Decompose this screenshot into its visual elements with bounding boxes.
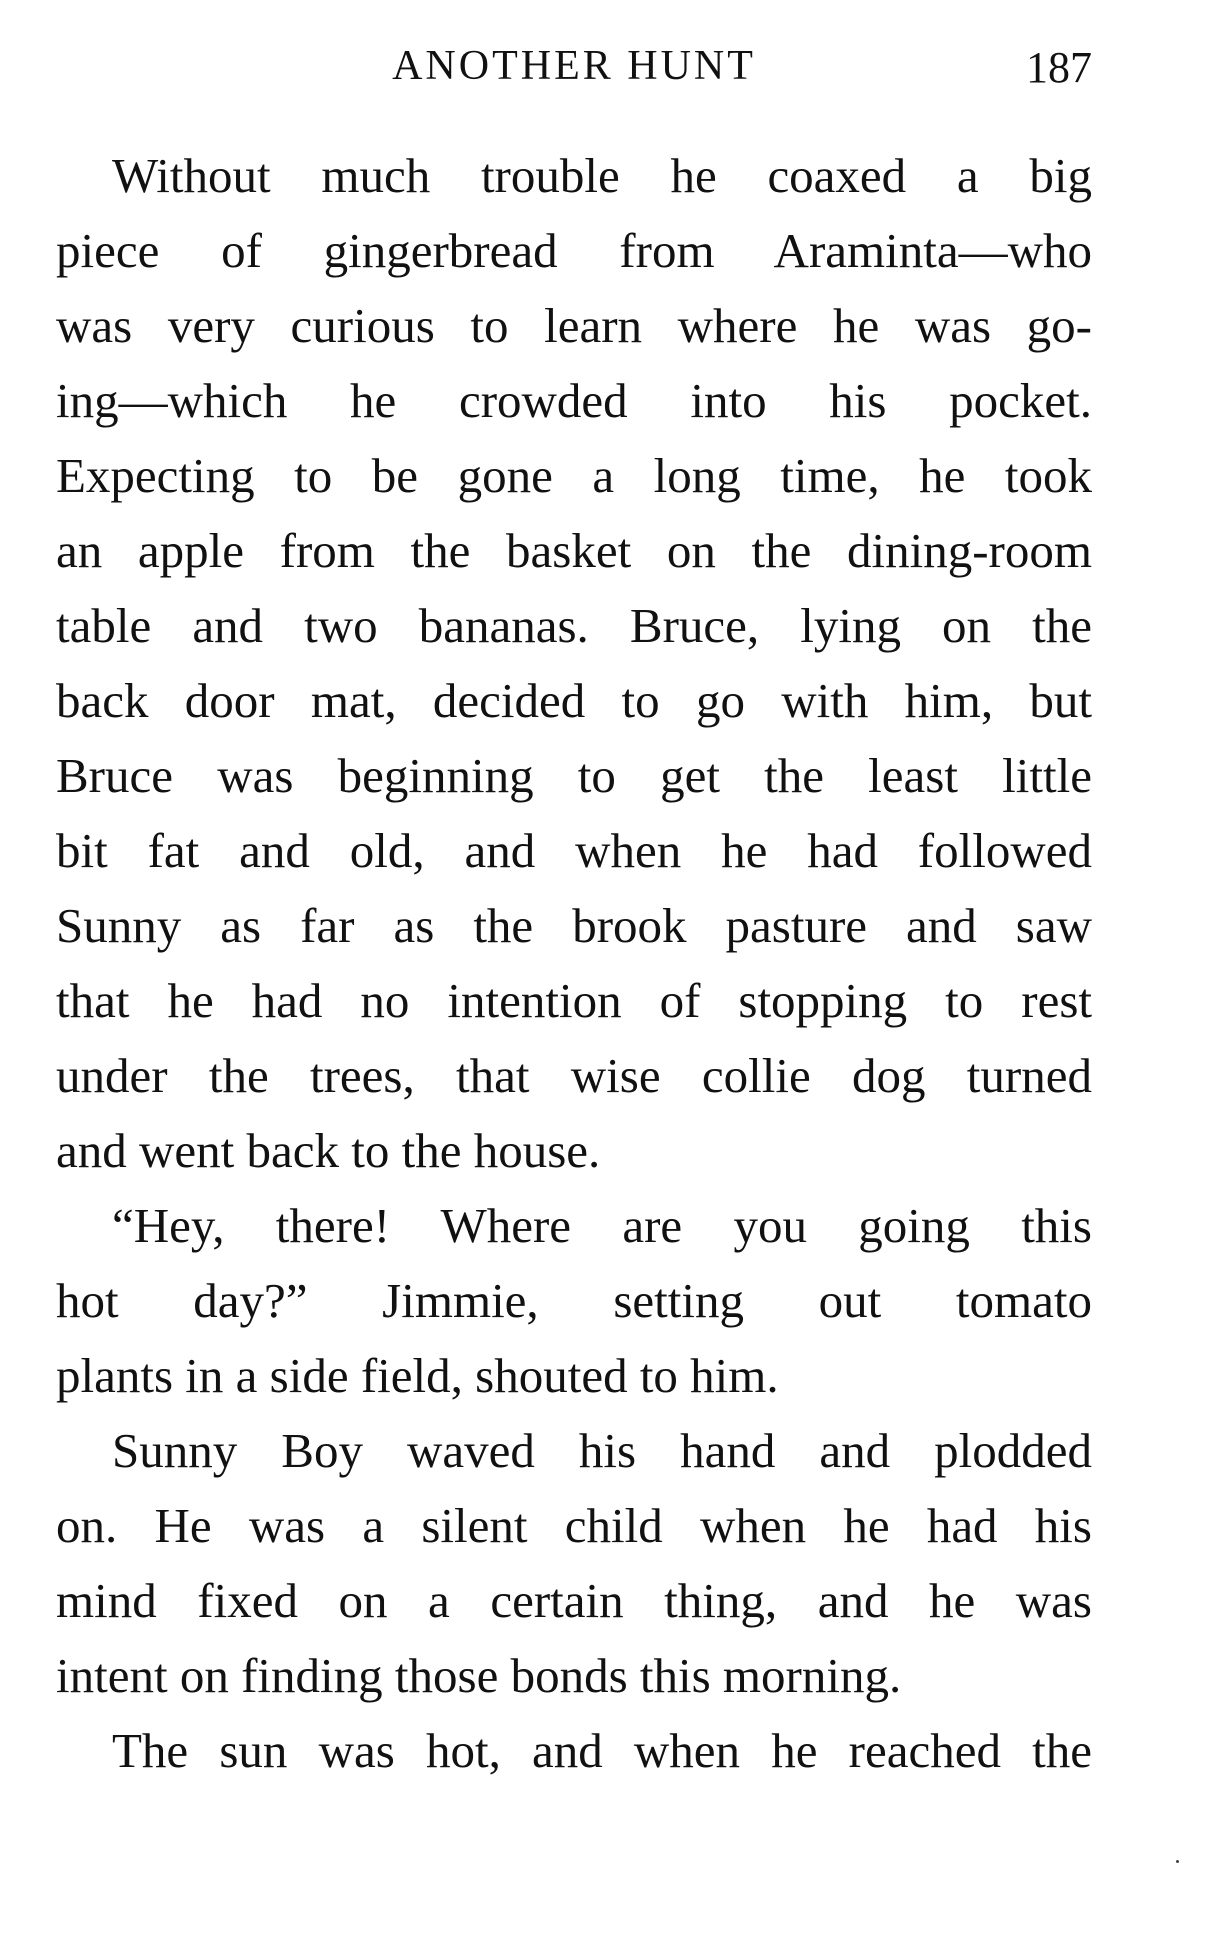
chapter-title: ANOTHER HUNT	[392, 43, 756, 89]
text-line: and went back to the house.	[56, 1123, 601, 1178]
text-line: mind fixed on a certain thing, and he was	[56, 1573, 1092, 1628]
text-line: an apple from the basket on the dining-room	[56, 523, 1092, 578]
text-line: hot day?” Jimmie, setting out tomato	[56, 1273, 1092, 1328]
text-line: back door mat, decided to go with him, but	[56, 673, 1092, 728]
body-text	[56, 138, 1092, 1788]
text-line: intent on finding those bonds this morning.	[56, 1648, 902, 1703]
text-line: table and two bananas. Bruce, lying on the	[56, 598, 1092, 653]
text-line: “Hey, there! Where are you going this	[112, 1198, 1092, 1253]
text-line: The sun was hot, and when he reached the	[112, 1723, 1092, 1778]
text-line: Sunny as far as the brook pasture and saw	[56, 898, 1092, 953]
text-line: plants in a side field, shouted to him.	[56, 1348, 779, 1403]
text-line: Without much trouble he coaxed a big	[112, 148, 1092, 203]
text-line: Expecting to be gone a long time, he took	[56, 448, 1092, 503]
running-head	[56, 36, 1092, 96]
text-line: Bruce was beginning to get the least little	[56, 748, 1092, 803]
text-line: under the trees, that wise collie dog turned	[56, 1048, 1092, 1103]
text-line: on. He was a silent child when he had his	[56, 1498, 1092, 1553]
text-line: that he had no intention of stopping to rest	[56, 973, 1092, 1028]
text-line: was very curious to learn where he was go-	[56, 298, 1092, 353]
text-line: Sunny Boy waved his hand and plodded	[112, 1423, 1092, 1478]
text-line: ing—which he crowded into his pocket.	[56, 373, 1092, 428]
text-line: bit fat and old, and when he had followed	[56, 823, 1092, 878]
print-speck	[1176, 1860, 1179, 1863]
page-number: 187	[1026, 43, 1092, 92]
text-line: piece of gingerbread from Araminta—who	[56, 223, 1092, 278]
